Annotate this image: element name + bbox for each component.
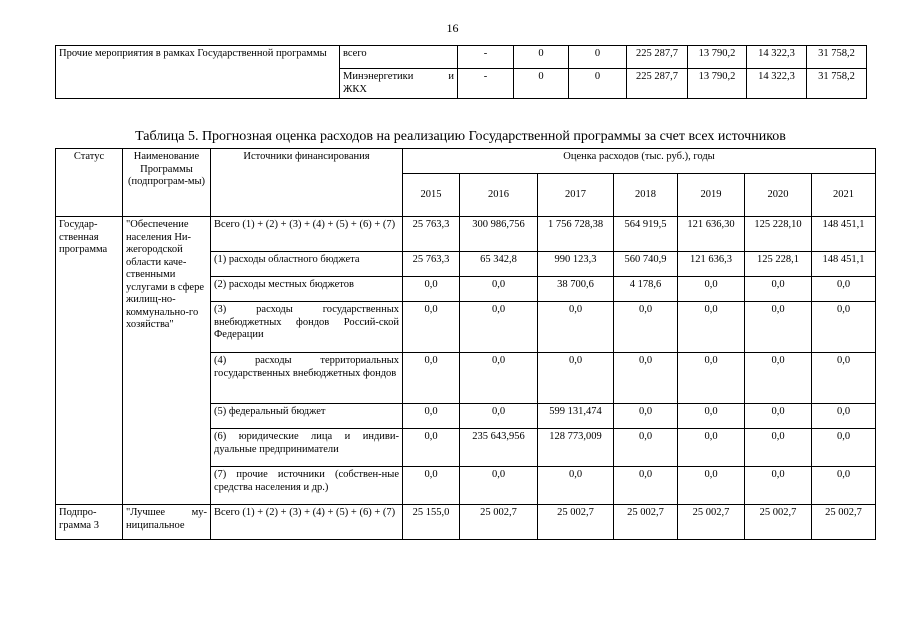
header-name: Наименование Программы (подпрограм-мы): [123, 149, 211, 217]
value-cell: 25 002,7: [812, 505, 876, 540]
value-cell: 0,0: [678, 353, 745, 404]
top-source-right: и: [448, 71, 454, 82]
value-cell: 564 919,5: [614, 217, 678, 252]
top-value-cell: 13 790,2: [688, 46, 747, 69]
top-row-label: Прочие мероприятия в рамках Государственной программы: [56, 46, 340, 99]
top-source-line2: ЖКХ: [343, 83, 367, 95]
value-cell: 0,0: [403, 353, 460, 404]
value-cell: 0,0: [403, 404, 460, 429]
table-row: [56, 505, 876, 540]
header-year: 2017: [538, 174, 614, 217]
value-cell: 0,0: [745, 277, 812, 302]
value-cell: 25 002,7: [614, 505, 678, 540]
value-cell: 0,0: [538, 353, 614, 404]
value-cell: 0,0: [614, 429, 678, 467]
value-cell: 0,0: [812, 429, 876, 467]
value-cell: 0,0: [403, 277, 460, 302]
value-cell: 0,0: [614, 404, 678, 429]
source-cell: Всего (1) + (2) + (3) + (4) + (5) + (6) + (7): [211, 217, 403, 252]
value-cell: 0,0: [614, 467, 678, 505]
source-cell: (2) расходы местных бюджетов: [211, 277, 403, 302]
header-year: 2019: [678, 174, 745, 217]
value-cell: 65 342,8: [460, 252, 538, 277]
top-table: [55, 45, 867, 99]
value-cell: 560 740,9: [614, 252, 678, 277]
value-cell: 25 002,7: [538, 505, 614, 540]
source-cell: (3) расходы государственных внебюджетных фондов Россий-ской Федерации: [211, 302, 403, 353]
program-name-right: му-: [191, 507, 207, 518]
header-sources: Источники финансирования: [211, 149, 403, 217]
top-source-left: Минэнергетики: [343, 71, 414, 82]
value-cell: 0,0: [460, 404, 538, 429]
value-cell: 25 002,7: [460, 505, 538, 540]
value-cell: 0,0: [745, 404, 812, 429]
value-cell: 25 763,3: [403, 252, 460, 277]
status-cell: Подпро-грамма 3: [56, 505, 123, 540]
source-cell: (4) расходы территориальных государственных внебюджетных фондов: [211, 353, 403, 404]
value-cell: 990 123,3: [538, 252, 614, 277]
value-cell: 599 131,474: [538, 404, 614, 429]
value-cell: 128 773,009: [538, 429, 614, 467]
header-year: 2021: [812, 174, 876, 217]
top-value-cell: 14 322,3: [747, 46, 807, 69]
header-year: 2015: [403, 174, 460, 217]
top-value-cell: 31 758,2: [807, 69, 867, 99]
program-name-line2: ниципальное: [126, 519, 185, 531]
value-cell: 0,0: [538, 467, 614, 505]
value-cell: 0,0: [460, 302, 538, 353]
table-row: [56, 217, 876, 252]
header-year: 2020: [745, 174, 812, 217]
value-cell: 0,0: [812, 404, 876, 429]
header-row: [56, 149, 876, 174]
program-name-left: "Лучшее: [126, 507, 166, 518]
top-value-cell: 0: [514, 69, 569, 99]
value-cell: 0,0: [678, 302, 745, 353]
value-cell: 0,0: [403, 429, 460, 467]
top-value-cell: 0: [514, 46, 569, 69]
value-cell: 25 002,7: [745, 505, 812, 540]
main-table: [55, 148, 876, 540]
value-cell: 0,0: [812, 277, 876, 302]
value-cell: 25 763,3: [403, 217, 460, 252]
value-cell: 0,0: [678, 429, 745, 467]
value-cell: 0,0: [403, 467, 460, 505]
value-cell: 0,0: [812, 467, 876, 505]
value-cell: 25 002,7: [678, 505, 745, 540]
source-cell: (6) юридические лица и индиви-дуальные предприниматели: [211, 429, 403, 467]
value-cell: 0,0: [614, 353, 678, 404]
program-name-cell: [123, 505, 211, 540]
value-cell: 0,0: [403, 302, 460, 353]
header-status: Статус: [56, 149, 123, 217]
value-cell: 0,0: [614, 302, 678, 353]
value-cell: 0,0: [460, 353, 538, 404]
top-value-cell: 0: [569, 46, 627, 69]
top-value-cell: 13 790,2: [688, 69, 747, 99]
table-caption: Таблица 5. Прогнозная оценка расходов на реализацию Государственной программы за счет всех источников: [135, 129, 786, 144]
value-cell: 0,0: [538, 302, 614, 353]
value-cell: 0,0: [745, 429, 812, 467]
top-source-cell: всего: [340, 46, 458, 69]
top-value-cell: 0: [569, 69, 627, 99]
value-cell: 148 451,1: [812, 217, 876, 252]
top-value-cell: 225 287,7: [627, 69, 688, 99]
program-name-cell: "Обеспечение населения Ни-жегородской области каче-ственными услугами в сфере жилищ-но-коммунально-го хозяйства": [123, 217, 211, 505]
header-year: 2016: [460, 174, 538, 217]
source-cell: (1) расходы областного бюджета: [211, 252, 403, 277]
top-value-cell: -: [458, 46, 514, 69]
value-cell: 0,0: [745, 302, 812, 353]
value-cell: 148 451,1: [812, 252, 876, 277]
value-cell: 121 636,3: [678, 252, 745, 277]
value-cell: 125 228,10: [745, 217, 812, 252]
top-source-cell: [340, 69, 458, 99]
value-cell: 25 155,0: [403, 505, 460, 540]
header-year: 2018: [614, 174, 678, 217]
value-cell: 0,0: [678, 404, 745, 429]
top-table-row: [56, 46, 867, 69]
value-cell: 4 178,6: [614, 277, 678, 302]
value-cell: 0,0: [812, 353, 876, 404]
top-value-cell: 31 758,2: [807, 46, 867, 69]
source-cell: (7) прочие источники (собствен-ные средства населения и др.): [211, 467, 403, 505]
value-cell: 300 986,756: [460, 217, 538, 252]
value-cell: 0,0: [745, 467, 812, 505]
source-cell: Всего (1) + (2) + (3) + (4) + (5) + (6) + (7): [211, 505, 403, 540]
top-value-cell: 225 287,7: [627, 46, 688, 69]
top-value-cell: -: [458, 69, 514, 99]
value-cell: 0,0: [678, 467, 745, 505]
value-cell: 0,0: [678, 277, 745, 302]
value-cell: 0,0: [745, 353, 812, 404]
value-cell: 0,0: [812, 302, 876, 353]
value-cell: 235 643,956: [460, 429, 538, 467]
value-cell: 1 756 728,38: [538, 217, 614, 252]
value-cell: 0,0: [460, 277, 538, 302]
value-cell: 121 636,30: [678, 217, 745, 252]
value-cell: 0,0: [460, 467, 538, 505]
value-cell: 38 700,6: [538, 277, 614, 302]
status-cell: Государ-ственная программа: [56, 217, 123, 505]
header-estimate: Оценка расходов (тыс. руб.), годы: [403, 149, 876, 174]
value-cell: 125 228,1: [745, 252, 812, 277]
top-value-cell: 14 322,3: [747, 69, 807, 99]
source-cell: (5) федеральный бюджет: [211, 404, 403, 429]
page-number: 16: [446, 21, 459, 35]
